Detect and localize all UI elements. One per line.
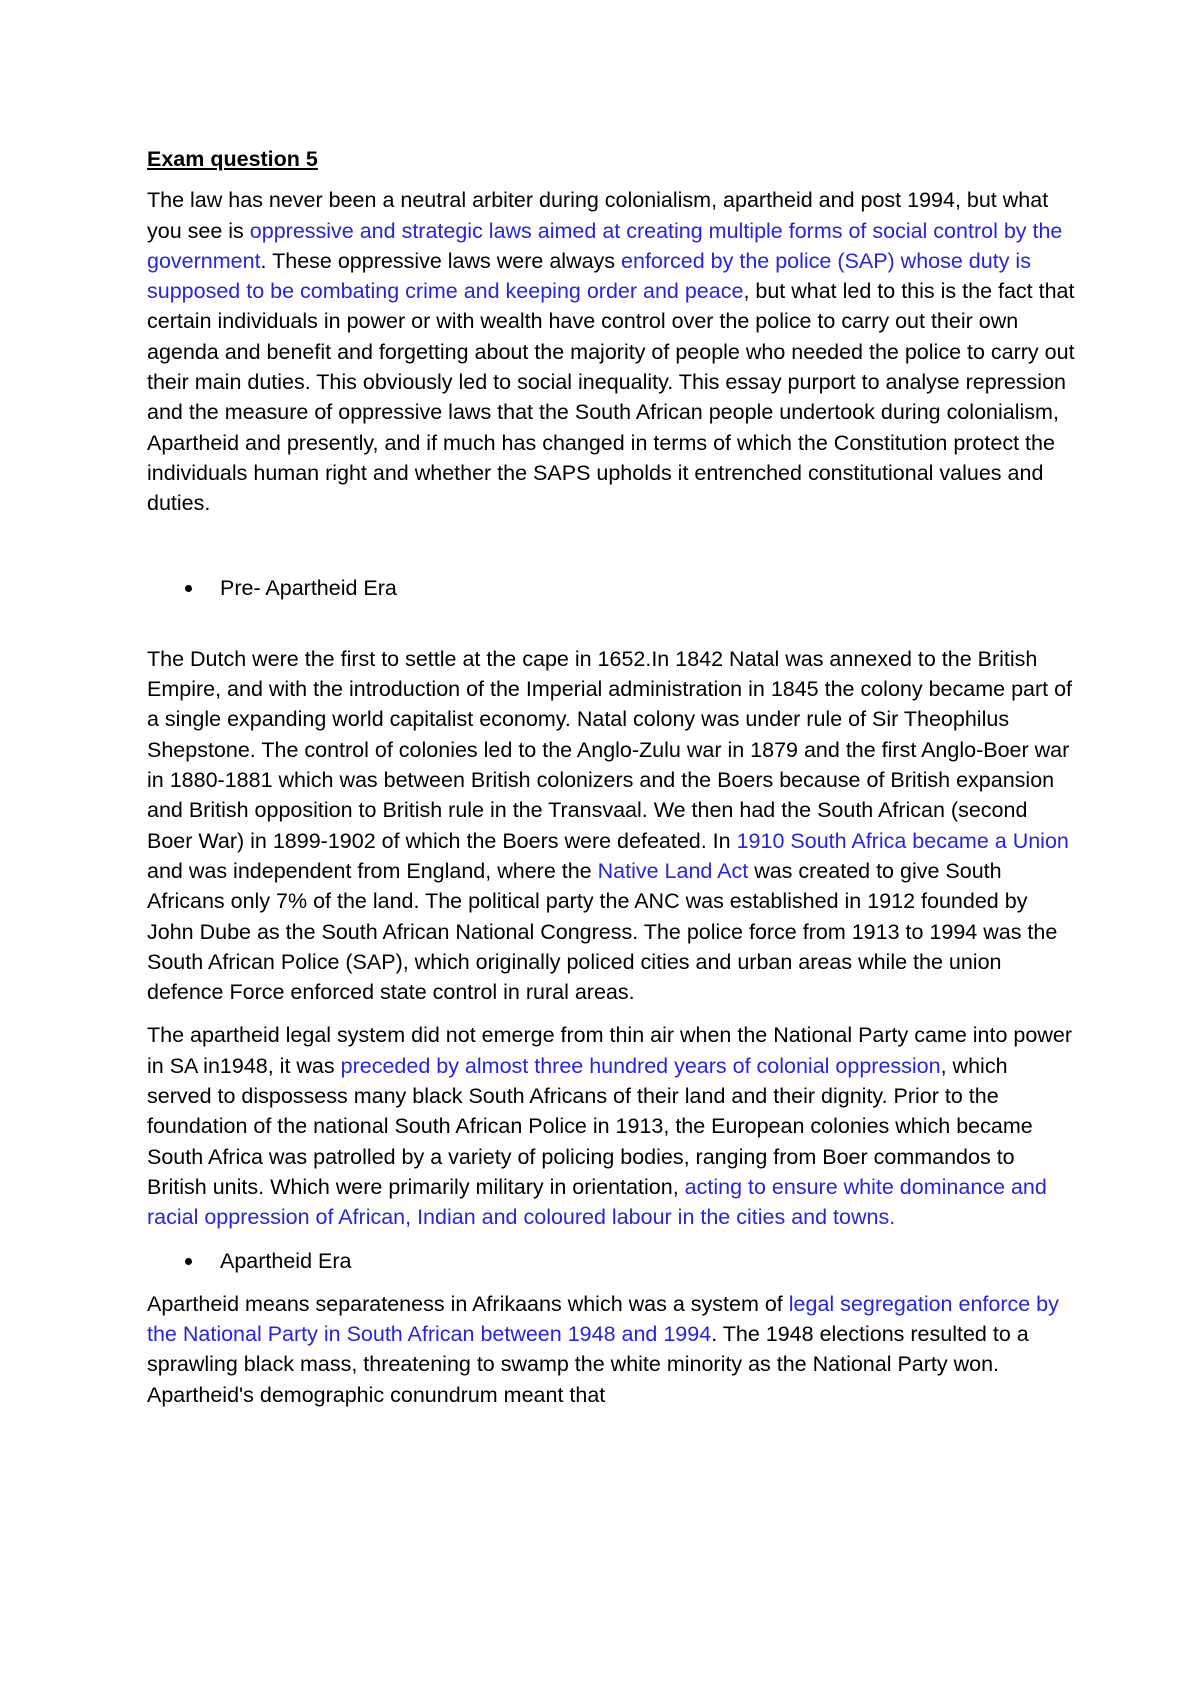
legal-highlight-1: preceded by almost three hundred years of colonial oppression	[340, 1053, 941, 1078]
pre-apartheid-paragraph	[147, 644, 1077, 1008]
pre-text-3: was created to give South Africans only 7% of the land. The political party the ANC was established in 1912 founded by John Dube as the South African National Congress. The police force from 1913 to 1994 was the South African Police (SAP), which originally policed cities and urban areas while the union defence Force enforced state control in rural areas.	[147, 858, 1058, 1005]
pre-text-1: The Dutch were the first to settle at the cape in 1652.In 1842 Natal was annexed to the British Empire, and with the introduction of the Imperial administration in 1845 the colony became part of a single expanding world capitalist economy. Natal colony was under rule of Sir Theophilus Shepstone. The control of colonies led to the Anglo-Zulu war in 1879 and the first Anglo-Boer war in 1880-1881 which was between British colonizers and the Boers because of British expansion and British opposition to British rule in the Transvaal. We then had the South African (second Boer War) in 1899-1902 of which the Boers were defeated. In	[147, 646, 1073, 853]
intro-highlight-1: oppressive and strategic laws aimed at creating multiple forms of social control by the government	[147, 218, 1063, 273]
apartheid-text-1: Apartheid means separateness in Afrikaans which was a system of	[147, 1291, 789, 1316]
apartheid-paragraph	[147, 1289, 1077, 1410]
legal-text-2: , which served to dispossess many black South Africans of their land and their dignity. Prior to the foundation of the national South African Police in 1913, the European colonies which became South Africa was patrolled by a variety of policing bodies, ranging from Boer commandos to British units. Which were primarily military in orientation,	[147, 1053, 1033, 1199]
apartheid-highlight-1: legal segregation enforce by the National Party in South African between 1948 and 1994	[147, 1291, 1059, 1347]
pre-text-2: and was independent from England, where the	[147, 858, 598, 883]
legal-text-1: The apartheid legal system did not emerge from thin air when the National Party came into power in SA in1948, it was	[147, 1023, 1072, 1078]
intro-text-3: , but what led to this is the fact that certain individuals in power or with wealth have control over the police to carry out their own agenda and benefit and forgetting about the majority of people who needed the police to carry out their main duties. This obviously led to social inequality. This essay purport to analyse repression and the measure of oppressive laws that the South African people undertook during colonialism, Apartheid and presently, and if much has changed in terms of which the Constitution protect the individuals human right and whether the SAPS upholds it entrenched constitutional values and duties.	[147, 279, 1075, 516]
intro-text-2: . These oppressive laws were always	[260, 248, 622, 273]
bullet-dot-icon	[185, 585, 192, 592]
bullet-label: Apartheid Era	[220, 1248, 352, 1273]
intro-highlight-2: enforced by the police (SAP) whose duty is supposed to be combating crime and keeping order and peace	[147, 248, 1031, 304]
bullet-pre-apartheid	[147, 573, 1077, 603]
page-title: Exam question 5	[147, 147, 318, 171]
legal-system-paragraph	[147, 1020, 1077, 1232]
pre-highlight-1: 1910 South Africa became a Union	[736, 828, 1069, 853]
apartheid-text-2: . The 1948 elections resulted to a sprawling black mass, threatening to swamp the white minority as the National Party won. Apartheid's demographic conundrum meant that	[147, 1322, 1029, 1407]
bullet-label: Pre- Apartheid Era	[220, 575, 397, 600]
legal-highlight-2: acting to ensure white dominance and racial oppression of African, Indian and coloured labour in the cities and towns.	[147, 1174, 1047, 1230]
intro-paragraph	[147, 185, 1077, 518]
bullet-apartheid	[147, 1246, 1077, 1276]
document-page	[147, 144, 1077, 1410]
pre-highlight-2: Native Land Act	[597, 858, 749, 883]
bullet-dot-icon	[185, 1258, 192, 1265]
intro-text-1: The law has never been a neutral arbiter during colonialism, apartheid and post 1994, but what you see is	[147, 188, 1049, 243]
